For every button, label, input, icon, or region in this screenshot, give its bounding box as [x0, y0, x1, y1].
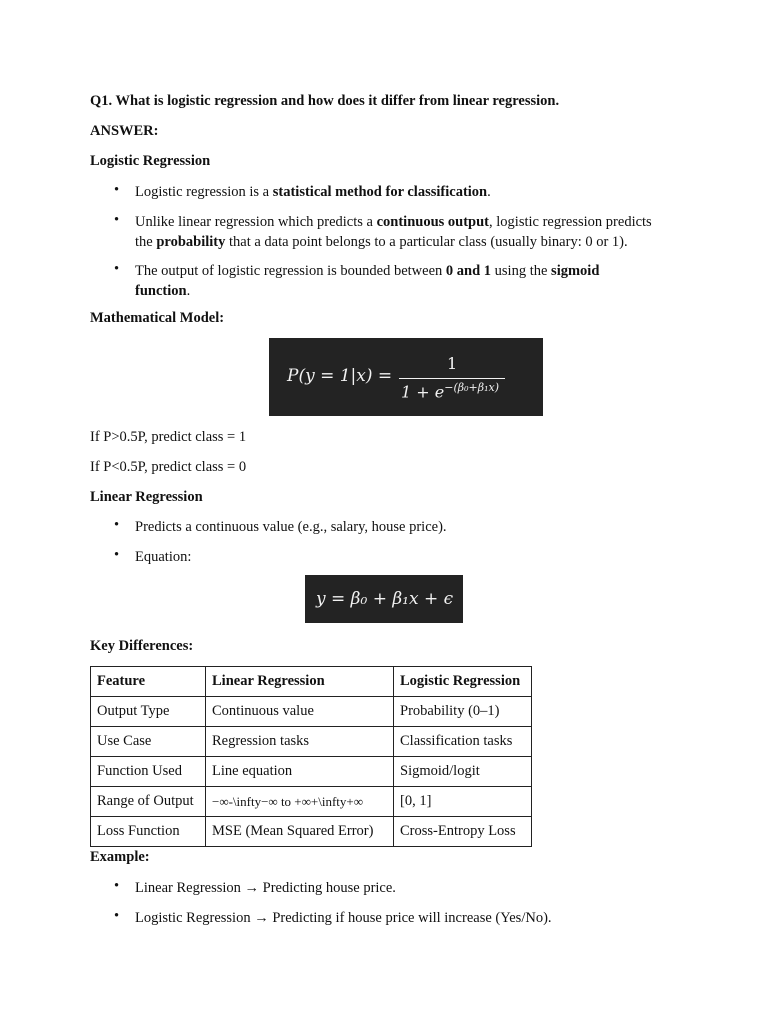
table-header-cell: Feature — [91, 667, 206, 697]
question-heading: Q1. What is logistic regression and how does it differ from linear regression. — [90, 93, 560, 109]
table-cell: Loss Function — [91, 817, 206, 847]
rule-class-1: If P>0.5P, predict class = 1 — [90, 429, 247, 445]
rule-class-0: If P<0.5P, predict class = 0 — [90, 459, 247, 475]
linear-equation-text: y = β₀ + β₁x + ϵ — [316, 589, 454, 609]
table-cell: Range of Output — [91, 787, 206, 817]
bullet-icon: • — [114, 908, 120, 924]
table-row — [91, 817, 532, 847]
table-cell: [0, 1] — [394, 787, 532, 817]
table-cell: Probability (0–1) — [394, 697, 532, 727]
table-row — [91, 787, 532, 817]
fraction-bar — [399, 378, 505, 379]
table-cell: Sigmoid/logit — [394, 757, 532, 787]
sigmoid-formula — [269, 338, 543, 416]
linear-heading: Linear Regression — [90, 489, 203, 505]
table-row — [91, 757, 532, 787]
table-row — [91, 697, 532, 727]
table-cell: −∞-\infty−∞ to +∞+\infty+∞ — [206, 787, 394, 817]
table-cell: Cross-Entropy Loss — [394, 817, 532, 847]
table-cell: Regression tasks — [206, 727, 394, 757]
table-cell: Continuous value — [206, 697, 394, 727]
table-cell: Output Type — [91, 697, 206, 727]
bullet-icon: • — [114, 261, 120, 277]
bullet-icon: • — [114, 878, 120, 894]
differences-table — [90, 666, 532, 847]
differences-heading: Key Differences: — [90, 638, 194, 654]
math-heading: Mathematical Model: — [90, 310, 225, 326]
document-page: Q1. What is logistic regression and how does it differ from linear regression. ANSWER: Logistic Regression • Logistic regression is a statistical method for classification. • Unlike linear regression which predicts a continuous output, logistic regression predicts the probability that a data point belongs to a particular class (usually binary: 0 or 1). • The output of logistic regression is bounded between 0 and 1 using the sigmoid function. Mathematical Model: P(y = 1|x) = 1 $1 + e^{-(\beta_0+\beta_1x)}$ If P>0.5P, predict class = 1 If P<0.5P, predict class = 0 Linear Regression • Predicts a continuous value (e.g., salary, house price). • Equation: y = β₀ + β₁x + ϵ Key Differences: Feature Linear Regression Logistic Regression Output Type Continuous value Probability (0–1) Use Case Regression tasks Classification tasks Function Used Line equation Sigmoid/logit Range of Output −∞-\infty−∞ to +∞+\infty+∞ [0, 1] Loss Function MSE (Mean Squared Error) Cross-Entropy Loss Example: • Linear Regression → Predicting house price. • Logistic Regression → Predicting if house price will increase (Yes/No). — [90, 93, 652, 926]
table-header-row — [91, 667, 532, 697]
answer-label: ANSWER: — [90, 123, 159, 139]
formula-numerator: 1 — [447, 354, 458, 373]
table-cell: Classification tasks — [394, 727, 532, 757]
table-cell: MSE (Mean Squared Error) — [206, 817, 394, 847]
bullet-icon: • — [114, 212, 120, 228]
table-row — [91, 727, 532, 757]
formula-denominator: $1 + e^{-(\beta_0+\beta_1x)}$ — [401, 381, 499, 402]
table-cell: Function Used — [91, 757, 206, 787]
table-cell: Use Case — [91, 727, 206, 757]
table-cell: Line equation — [206, 757, 394, 787]
logistic-heading: Logistic Regression — [90, 153, 211, 169]
table-header-cell: Logistic Regression — [394, 667, 532, 697]
table-header-cell: Linear Regression — [206, 667, 394, 697]
bullet-icon: • — [114, 517, 120, 533]
formula-lhs: P(y = 1|x) = — [287, 366, 393, 386]
linear-equation — [305, 575, 463, 623]
bullet-icon: • — [114, 547, 120, 563]
bullet-icon: • — [114, 182, 120, 198]
example-heading: Example: — [90, 849, 150, 865]
